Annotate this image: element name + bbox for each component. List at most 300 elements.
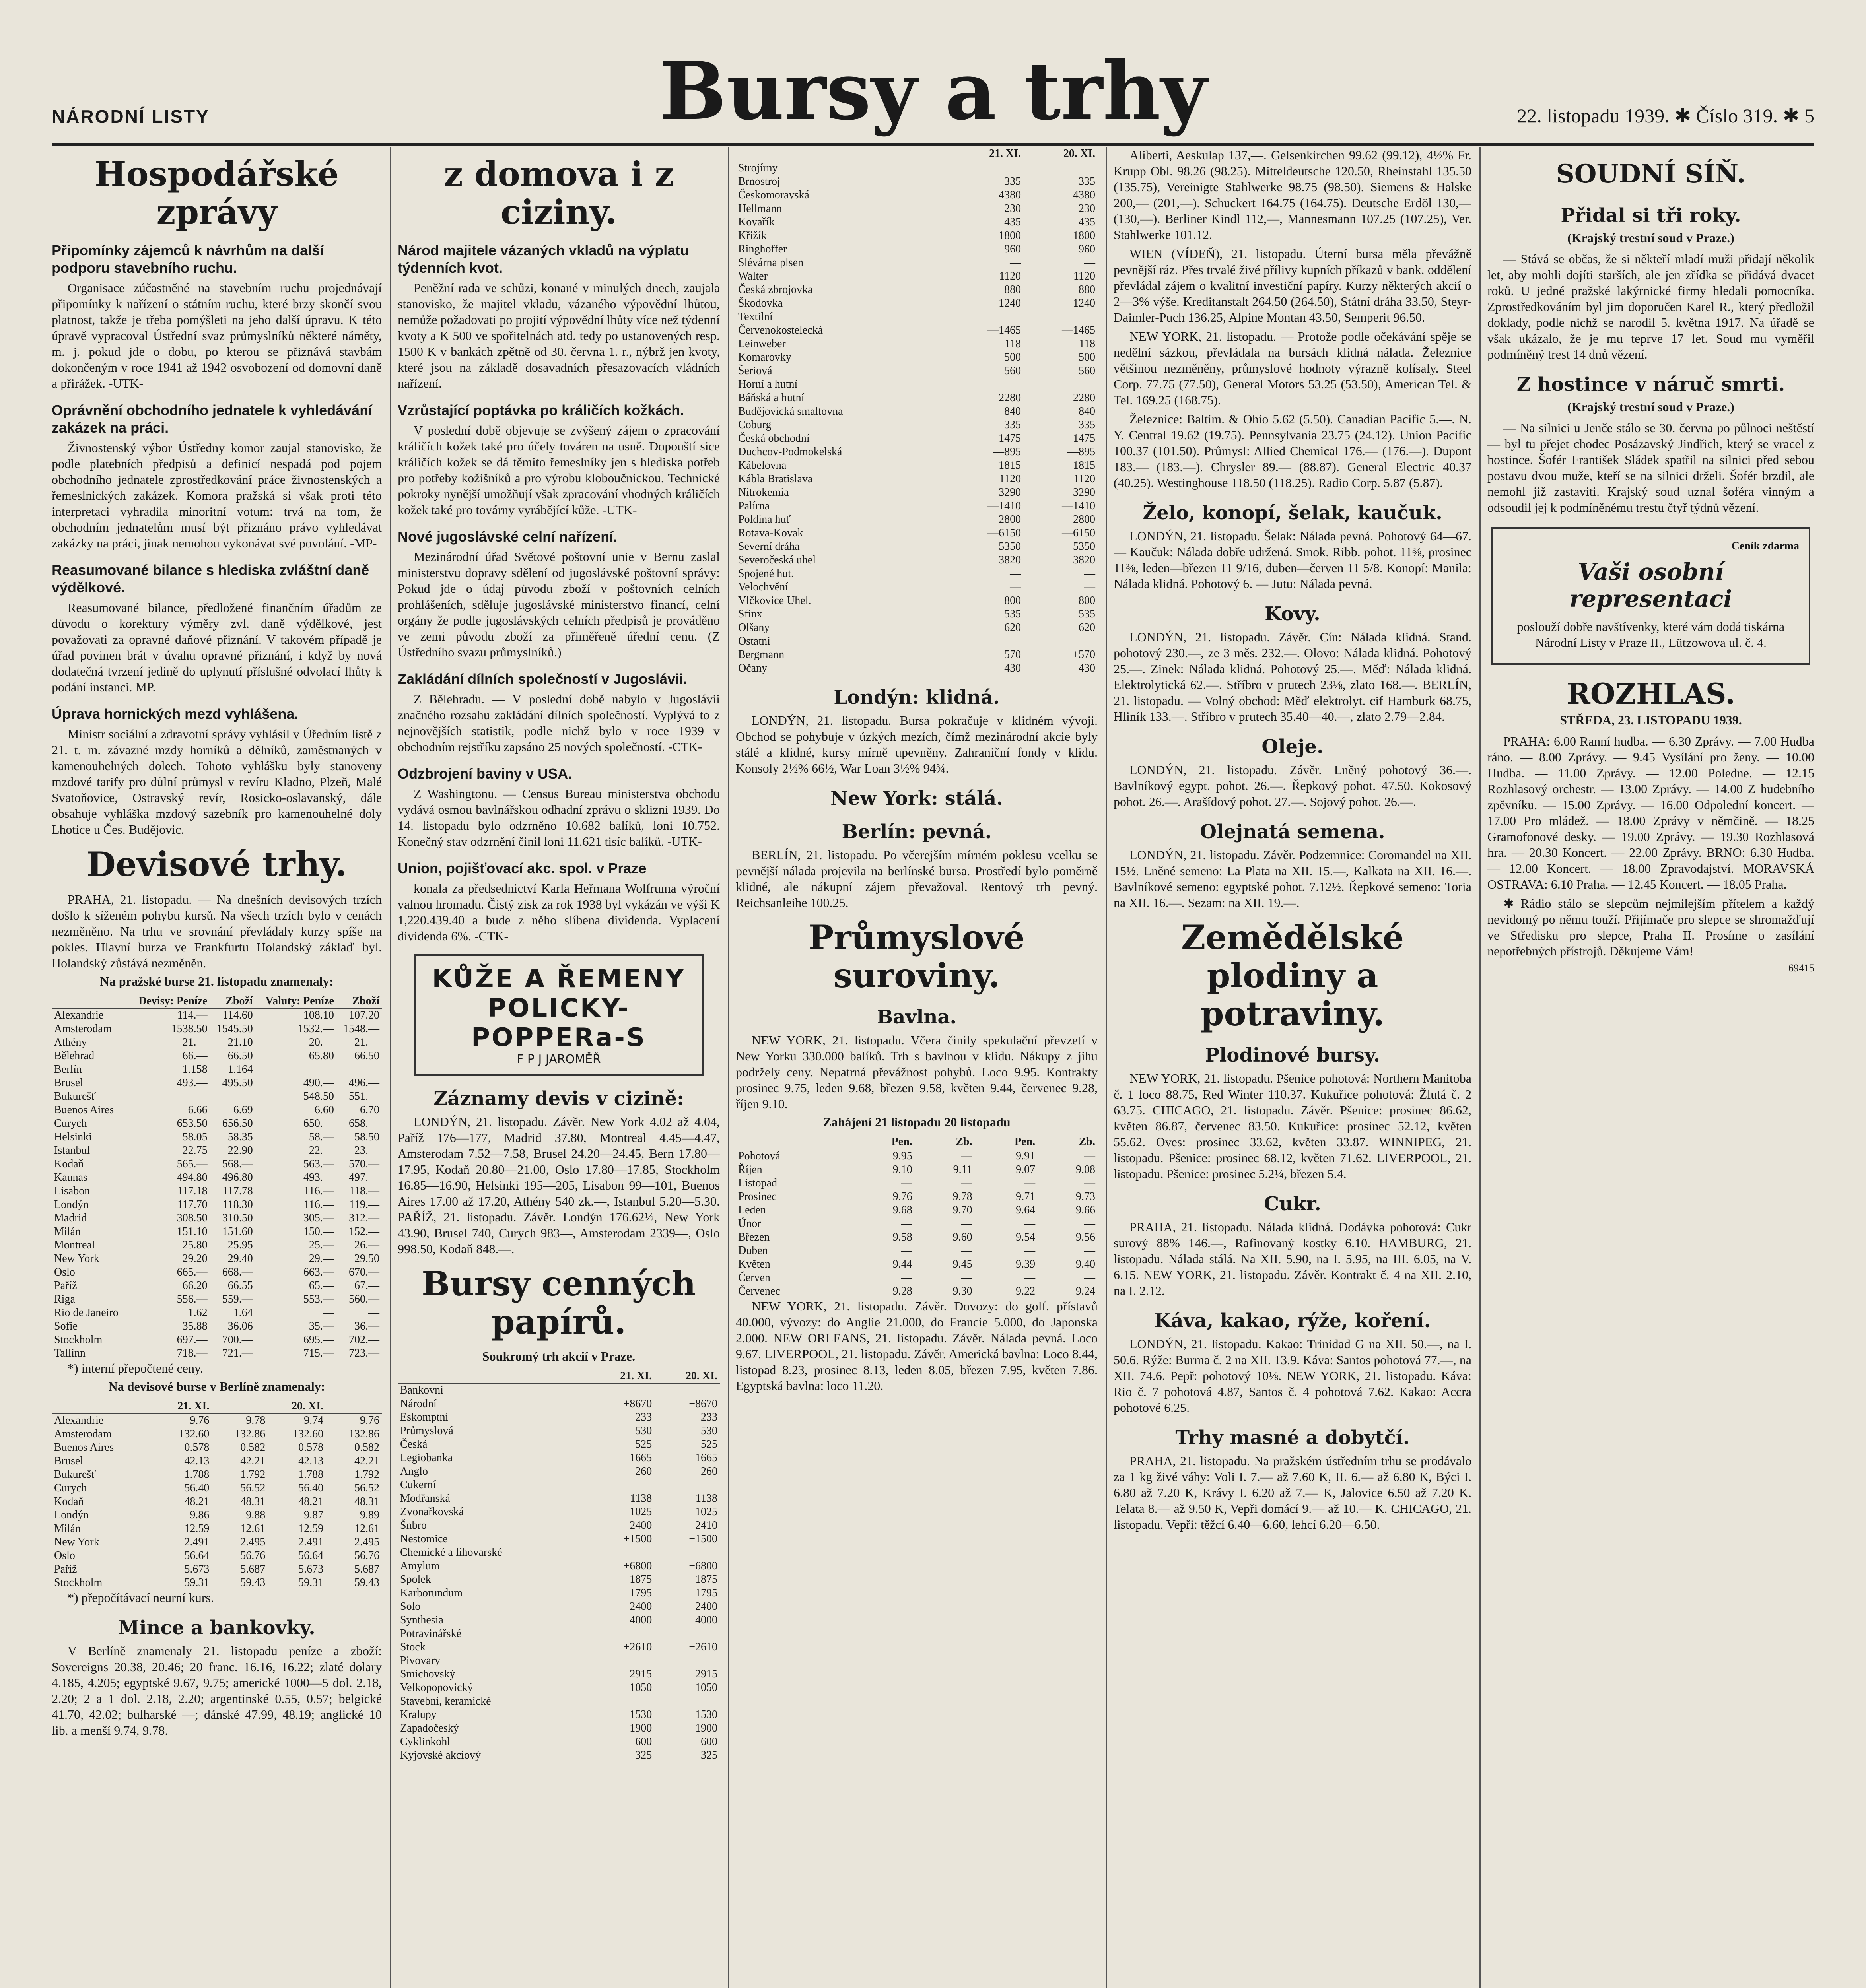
article-text: PRAHA, 21. listopadu. — Na dnešních devisových trzích došlo k síženém pohybu kursů. Na všech trzích bylo v cenách nezměněno. Na trhu ve srovnání převládaly kurzy spíše na pokles. Hlavní burza ve Frankfurtu Holandský záklaď byl. Holandský zůstává nezměněn. xyxy=(52,892,382,970)
newspaper-name: NÁRODNÍ LISTY xyxy=(52,106,210,127)
table-cell: Chemické a lihovarské xyxy=(400,1546,502,1559)
table-cell: 9.66 xyxy=(1076,1204,1095,1216)
table-cell: Kyjovské akciový xyxy=(400,1749,481,1761)
table-cell: 494.80 xyxy=(177,1171,208,1184)
table-cell: Montreal xyxy=(54,1239,95,1251)
table-cell: Coburg xyxy=(738,419,772,431)
table-cell: 840 xyxy=(1004,405,1021,417)
table-cell: 1138 xyxy=(630,1492,652,1505)
table-cell: 2800 xyxy=(999,513,1021,526)
table-cell: — xyxy=(901,1217,912,1230)
table-cell: 1120 xyxy=(1073,473,1095,485)
table-cell: 67.— xyxy=(354,1279,379,1292)
ad-line: KŮŽE A ŘEMENY xyxy=(432,964,686,994)
table-cell: 118.— xyxy=(349,1185,379,1197)
section-heading: z domova i z ciziny. xyxy=(444,154,674,232)
table-cell: 132.86 xyxy=(235,1428,266,1440)
table-header-row xyxy=(398,1369,720,1383)
table-cell: 42.13 xyxy=(184,1455,210,1467)
table-cell: 525 xyxy=(701,1438,717,1450)
table-cell: Brusel xyxy=(54,1077,84,1089)
article-text: V poslední době objevuje se zvýšený zájem o zpracování králičích kožek také pro účely továren na usně. Dopouští sice králičích kožek se dá těmito řemeslníky jen s hlediska potřeb pro potřeby kožišníků a pro výrobu kloboučnickou. Technické pokroky nynější umožňují však zpracování vhodných králičích kožek také pro továrny vyrábějící kůže. -UTK- xyxy=(398,423,720,517)
table-row xyxy=(736,1217,1098,1231)
table-row xyxy=(52,1576,382,1590)
table-row xyxy=(736,175,1098,188)
table-row xyxy=(52,1198,382,1211)
table-row xyxy=(736,608,1098,621)
table-cell: 5350 xyxy=(999,540,1021,553)
table-header-cell: Pen. xyxy=(975,1135,1038,1149)
table-cell: 335 xyxy=(1004,175,1021,188)
table-cell: 2280 xyxy=(1073,392,1095,404)
table-cell: 1120 xyxy=(999,473,1021,485)
column-2 xyxy=(398,147,720,1988)
table-cell: 2410 xyxy=(695,1519,717,1532)
table-cell: 1800 xyxy=(1073,229,1095,242)
table-cell: — xyxy=(1024,1272,1036,1284)
table-cell: 42.21 xyxy=(240,1455,266,1467)
table-cell: 66.20 xyxy=(182,1279,208,1292)
table-row xyxy=(736,256,1098,270)
table-cell: 59.31 xyxy=(184,1576,210,1589)
table-row xyxy=(736,567,1098,580)
table-cell: 559.— xyxy=(222,1293,253,1305)
table-row xyxy=(398,1708,720,1722)
table-row xyxy=(52,1468,382,1481)
table-cell: 1900 xyxy=(695,1722,717,1734)
table-cell: 9.76 xyxy=(360,1414,379,1427)
article-text: — Stává se občas, že si někteří mladí muži přidají několik let, aby mohli dojíti starších, ale jen zřídka se přidává dvacet roků. U jedné pražské lakýrnické firmy hledali pomocníka. Zprostředkováním byl jim doporučen Karel R., který předložil doklady, podle nichž se narodil 5. května 1917. Na úřadě se však ukázalo, že je mu teprve 17 let. Soud mu vyměřil podmíněný trest 14 dnů vězení. xyxy=(1487,252,1814,361)
table-cell: Pivovary xyxy=(400,1654,441,1667)
table-cell: Alexandrie xyxy=(54,1009,104,1021)
article-text: LONDÝN, 21. listopadu. Závěr. New York 4.02 až 4.04, Paříž 176—177, Madrid 37.80, Montreal 4.45—4.47, Amsterodam 7.52—7.58, Brusel 24.20—24.45, Bern 17.80—17.95, Kodaň 20.80—21.00, Oslo 17.80—17.85, Stockholm 16.85—16.90, Helsinki 195—205, Lisabon 99—101, Buenos Aires 17.00 až 17.20, Athény 540 zk.—, Istanbul 5.20—5.30. PAŘÍŽ, 21. listopadu. Závěr. Londýn 176.62½, New York 43.90, Brusel 740, Curych 983—, Amsterodam 2339—, Oslo 998.50, Kodaň 848.—. xyxy=(398,1114,720,1256)
table-cell xyxy=(654,1478,720,1492)
table-cell: 2.495 xyxy=(240,1536,266,1548)
table-cell: 4380 xyxy=(999,189,1021,201)
table-cell: Paříž xyxy=(54,1279,77,1292)
table-cell: 9.40 xyxy=(1076,1258,1095,1270)
table-cell: Stavební, keramické xyxy=(400,1695,491,1707)
table-cell: Stockholm xyxy=(54,1334,103,1346)
table-cell: 435 xyxy=(1004,216,1021,228)
table-row xyxy=(398,1532,720,1546)
table-cell: 0.578 xyxy=(298,1441,324,1454)
table-cell xyxy=(589,1478,654,1492)
table-cell: Červenokostelecká xyxy=(738,324,823,336)
table-cell: Walter xyxy=(738,270,768,282)
table-cell: 800 xyxy=(1004,594,1021,607)
section-heading: SOUDNÍ SÍŇ. xyxy=(1556,159,1746,189)
table-cell: 1.62 xyxy=(188,1307,208,1319)
table-row xyxy=(736,202,1098,215)
table-cell: 25.— xyxy=(309,1239,334,1251)
table-cell: 435 xyxy=(1079,216,1095,228)
table-row xyxy=(736,513,1098,526)
table-cell: 9.73 xyxy=(1076,1190,1095,1203)
table-cell: 9.78 xyxy=(246,1414,266,1427)
table-row xyxy=(736,215,1098,229)
table-row xyxy=(736,499,1098,513)
table-cell: 1545.50 xyxy=(216,1023,253,1035)
table-row xyxy=(52,1306,382,1320)
table-cell: 1530 xyxy=(695,1708,717,1721)
table-row xyxy=(52,1144,382,1157)
table-cell: — xyxy=(1024,1244,1036,1257)
table-cell: 1532.— xyxy=(297,1023,334,1035)
table-cell: Brusel xyxy=(54,1455,84,1467)
table-cell: Horní a hutní xyxy=(738,378,798,390)
article-text: — Na silnici u Jenče stálo se 30. června po půlnoci neštěstí — byl tu přejet chodec Posázavský Jindřich, který se vracel z hostince. Šofér František Sládek spatřil na silnici před sebou postavu dvou muže, kteří se na silnici drželi. Šofér brzdil, ale nemohl již zastaviti. Krajský soud uznal šoféra vinným a odsoudil jej k podmíněnému trestu čtyř týdnů vězení. xyxy=(1487,421,1814,514)
table-cell: 665.— xyxy=(177,1266,208,1278)
table-cell: Milán xyxy=(54,1522,81,1535)
table-cell: Hellmann xyxy=(738,202,782,215)
table-cell: 493.— xyxy=(303,1171,334,1184)
table-cell: 600 xyxy=(635,1736,652,1748)
table-cell: Sofie xyxy=(54,1320,78,1332)
table-cell: — xyxy=(961,1272,972,1284)
table-cell: 656.50 xyxy=(222,1117,253,1130)
table-cell: Duben xyxy=(738,1244,768,1257)
table-row xyxy=(52,1063,382,1076)
table-cell: 668.— xyxy=(222,1266,253,1278)
table-cell: 59.31 xyxy=(298,1576,324,1589)
table-row xyxy=(736,621,1098,635)
table-cell: — xyxy=(196,1090,208,1103)
stock-table xyxy=(398,1369,720,1762)
page-code: 69415 xyxy=(1788,962,1814,974)
table-cell: 9.10 xyxy=(892,1163,912,1176)
table-row xyxy=(736,1258,1098,1271)
table-cell: 3290 xyxy=(1073,486,1095,499)
article-text: LONDÝN, 21. listopadu. Závěr. Podzemnice: Coromandel na XII. 15½. Lněné semeno: La Plata na XII. 15.—, Kalkata na XII. 16.—. Bavlníkové semeno: egyptské pohot. 7.12½. Řepkové semeno: Toria na XII. 16.—. Sezam: na XII. 19.—. xyxy=(1114,848,1471,910)
table-cell: 132.60 xyxy=(179,1428,210,1440)
article-title: Úprava hornických mezd vyhlášena. xyxy=(52,706,299,722)
table-cell: 1240 xyxy=(999,297,1021,309)
table-cell: 312.— xyxy=(349,1212,379,1224)
table-row xyxy=(736,161,1098,175)
table-row xyxy=(398,1573,720,1586)
table-cell: Curych xyxy=(54,1482,87,1494)
table-cell: 4380 xyxy=(1073,189,1095,201)
table-cell: — xyxy=(1084,581,1095,593)
table-row xyxy=(52,1481,382,1495)
table-row xyxy=(736,445,1098,459)
table-cell: 25.80 xyxy=(182,1239,208,1251)
table-cell: 58.50 xyxy=(354,1131,379,1143)
table-cell: Červen xyxy=(738,1272,770,1284)
table-cell: Lisabon xyxy=(54,1185,90,1197)
table-cell: 9.64 xyxy=(1016,1204,1036,1216)
table-cell: 25.95 xyxy=(227,1239,253,1251)
table-cell: 3820 xyxy=(1073,554,1095,566)
table-cell: Velkopopovický xyxy=(400,1681,473,1694)
table-cell: Prosinec xyxy=(738,1190,777,1203)
table-cell: Anglo xyxy=(400,1465,428,1477)
table-row xyxy=(398,1451,720,1465)
table-row xyxy=(52,1427,382,1441)
table-cell: 500 xyxy=(1079,351,1095,363)
table-cell: — xyxy=(961,1177,972,1189)
article-text: Z Bělehradu. — V poslední době nabylo v Jugoslávii značného rozsahu zakládání dílních společností. Vyplývá to z nejnovějších statistik, podle nichž bylo v roce 1939 v obchodním rejstříku zapsáno 25 nových společností. -CTK- xyxy=(398,692,720,754)
table-cell: 2915 xyxy=(695,1668,717,1680)
table-cell: Eskomptní xyxy=(400,1411,449,1423)
article-text: Železnice: Baltim. & Ohio 5.62 (5.50). Canadian Pacific 5.—. N. Y. Central 19.62 (19.75). Pennsylvania 23.75 (24.12). Union Pacific 100.37 (101.50). Průmysl: Allied Chemical 176.— (176.—). Dupont 183.— (183.—). Chrysler 89.— (88.87). General Electric 40.37 (40.25). Westinghouse 118.50 (118.25). Radio Corp. 5.87 (5.87). xyxy=(1114,412,1471,490)
table-cell: Istanbul xyxy=(54,1144,90,1157)
table-row xyxy=(52,1157,382,1171)
table-cell: 5.673 xyxy=(298,1563,324,1575)
table-cell: Spolek xyxy=(400,1573,431,1586)
table-cell xyxy=(654,1654,720,1668)
table-cell: Solo xyxy=(400,1600,421,1613)
article-title: New York: stálá. xyxy=(830,787,1003,810)
table-cell: Únor xyxy=(738,1217,761,1230)
table-cell: — xyxy=(961,1217,972,1230)
table-cell: Červenec xyxy=(738,1285,780,1297)
table-cell: 233 xyxy=(635,1411,652,1423)
table-cell: 1.788 xyxy=(298,1468,324,1481)
article-title: Nové jugoslávské celní nařízení. xyxy=(398,528,618,545)
table-cell: 1665 xyxy=(695,1452,717,1464)
table-row xyxy=(398,1722,720,1735)
table-cell: Amylum xyxy=(400,1560,440,1572)
table-cell: Šnbro xyxy=(400,1519,427,1532)
table-row xyxy=(736,188,1098,202)
table-cell: 56.52 xyxy=(354,1482,379,1494)
table-cell: Amsterodam xyxy=(54,1023,112,1035)
table-cell: 114.60 xyxy=(222,1009,253,1021)
column-1 xyxy=(52,147,382,1988)
table-cell: — xyxy=(368,1307,379,1319)
table-cell: 553.— xyxy=(303,1293,334,1305)
ad-line: F P J JAROMĚŘ xyxy=(517,1052,601,1066)
table-cell xyxy=(949,161,1023,175)
table-header-cell xyxy=(52,1400,154,1413)
masthead xyxy=(52,45,1814,146)
table-cell: 9.71 xyxy=(1016,1190,1036,1203)
table-cell: 9.87 xyxy=(304,1509,324,1521)
table-cell: Říjen xyxy=(738,1163,762,1176)
berlin-devisy-table xyxy=(52,1400,382,1590)
table-row xyxy=(52,1333,382,1347)
table-cell: 9.76 xyxy=(892,1190,912,1203)
table-cell: Zvonařkovská xyxy=(400,1506,464,1518)
table-cell: 663.— xyxy=(303,1266,334,1278)
table-cell: Alexandrie xyxy=(54,1414,104,1427)
article-text: NEW YORK, 21. listopadu. — Protože podle očekávání spěje se nedělní sázkou, převládala na bursách klidná nálada. Železnice většinou nezměněny, průmyslové hodnoty výrazně kolísaly. Steel Corp. 77.75 (77.50), General Motors 53.25 (53.50), American Tel. & Tel. 169.25 (168.75). xyxy=(1114,329,1471,407)
table-cell xyxy=(589,1654,654,1668)
table-cell: 22.90 xyxy=(227,1144,253,1157)
table-cell: 563.— xyxy=(303,1158,334,1170)
table-row xyxy=(52,1279,382,1293)
table-cell: 335 xyxy=(1004,419,1021,431)
article-text: BERLÍN, 21. listopadu. Po včerejším mírném poklesu vcelku se pevnější nálada projevila na berlínské bursa. Prostředí bylo poměrně klidné, ale nákupní zájem převažoval. Rentový trh pevný. Reichsanleihe 100.25. xyxy=(736,848,1098,910)
table-cell: — xyxy=(1084,1272,1095,1284)
table-cell: 114.— xyxy=(177,1009,208,1021)
table-cell: 5.687 xyxy=(240,1563,266,1575)
table-cell: 9.08 xyxy=(1076,1163,1095,1176)
table-cell: Kábelovna xyxy=(738,459,787,472)
article-title: Připomínky zájemců k návrhům na další podporu stavebního ruchu. xyxy=(52,242,324,276)
table-cell: 3820 xyxy=(999,554,1021,566)
table-cell: 59.43 xyxy=(354,1576,379,1589)
table-cell: 1530 xyxy=(630,1708,652,1721)
table-row xyxy=(52,1495,382,1508)
table-cell: — xyxy=(1024,1217,1036,1230)
table-row xyxy=(398,1492,720,1505)
table-cell: 23.— xyxy=(354,1144,379,1157)
table-cell: 108.10 xyxy=(303,1009,334,1021)
table-cell: —6150 xyxy=(1062,527,1095,539)
table-row xyxy=(52,1036,382,1049)
table-cell: +570 xyxy=(998,648,1021,661)
table-cell: 132.86 xyxy=(349,1428,379,1440)
table-row xyxy=(398,1519,720,1532)
article-title: Vzrůstající poptávka po králičích kožkách. xyxy=(398,402,684,418)
table-row xyxy=(736,472,1098,486)
rozhlas-program: PRAHA: 6.00 Ranní hudba. — 6.30 Zprávy. — 7.00 Hudba ráno. — 8.00 Zprávy. — 9.45 Vysílání pro ženy. — 10.00 Hudba. — 11.00 Zprávy. — 12.00 Poledne. — 12.15 Rozhlasový orchestr. — 13.00 Zprávy. — 14.00 Z hudebního zpěvníku. — 15.00 Zprávy. — 16.00 Odpolední koncert. — 17.00 Pro mládež. — 18.00 Zprávy v němčině. — 18.25 Gramofonové desky. — 19.00 Zprávy. — 19.30 Rozhlasová hra. — 20.30 Koncert. — 22.00 Zprávy. BRNO: 6.30 Hudba. — 12.00 Koncert. — 18.00 Zpravodajství. MORAVSKÁ OSTRAVA: 6.10 Praha. — 12.45 Koncert. — 18.05 Praha. xyxy=(1487,734,1814,891)
table-cell xyxy=(654,1546,720,1559)
table-cell: 42.21 xyxy=(354,1455,379,1467)
table-cell: —1410 xyxy=(1062,500,1095,512)
table-row xyxy=(736,364,1098,378)
table-cell: Spojené hut. xyxy=(738,567,794,580)
table-header-cell xyxy=(212,1400,268,1413)
article-title: Želo, konopí, šelak, kaučuk. xyxy=(1143,502,1442,524)
table-cell: 66.50 xyxy=(227,1050,253,1062)
column-5 xyxy=(1487,147,1814,1988)
table-cell: +6800 xyxy=(689,1560,717,1572)
table-cell: 48.21 xyxy=(184,1495,210,1508)
table-cell: 150.— xyxy=(303,1225,334,1238)
table-cell: —1410 xyxy=(987,500,1021,512)
table-cell: Česká obchodní xyxy=(738,432,810,445)
table-cell: Rio de Janeiro xyxy=(54,1307,119,1319)
article-text: PRAHA, 21. listopadu. Na pražském ústředním trhu se prodávalo za 1 kg živé váhy: Voli I. 7.— až 7.60 K, II. 6.— až 6.80 K, Býci I. 6.80 až 7.20 K, Krávy I. 6.20 až 7.— K, Jalovice 6.50 až 7.20 K. Telata 8.— až 9.50 K, Vepři domácí 9.— až 10.— K. CHICAGO, 21. listopadu. Vepři: těžcí 6.40—6.60, lehcí 6.20—6.50. xyxy=(1114,1454,1471,1532)
table-cell: Škodovka xyxy=(738,297,783,309)
ad-title: Vaši osobní representaci xyxy=(1569,558,1732,612)
table-row xyxy=(52,1252,382,1266)
table-cell: — xyxy=(1024,1177,1036,1189)
table-cell: 117.70 xyxy=(177,1198,208,1211)
table-cell: Severočeská uhel xyxy=(738,554,816,566)
table-cell: 117.78 xyxy=(222,1185,253,1197)
table-cell: 230 xyxy=(1079,202,1095,215)
table-cell: 56.76 xyxy=(240,1549,266,1562)
table-cell: 560 xyxy=(1004,365,1021,377)
table-cell: — xyxy=(1010,256,1021,269)
table-cell xyxy=(589,1546,654,1559)
table-cell: 551.— xyxy=(349,1090,379,1103)
table-cell: Nestomice xyxy=(400,1533,448,1545)
table-cell: 56.64 xyxy=(184,1549,210,1562)
table-cell xyxy=(1023,161,1098,175)
table-cell: —895 xyxy=(1067,446,1095,458)
table-header-cell: Zb. xyxy=(1038,1135,1098,1149)
table-row xyxy=(736,594,1098,608)
article-title: Cukr. xyxy=(1264,1193,1321,1215)
table-cell xyxy=(1023,378,1098,391)
table-row xyxy=(398,1749,720,1762)
table-cell: — xyxy=(1084,1244,1095,1257)
table-cell: 48.21 xyxy=(298,1495,324,1508)
table-cell: 6.60 xyxy=(314,1104,334,1116)
table-header-cell xyxy=(52,994,128,1008)
table-row xyxy=(52,1441,382,1454)
table-row xyxy=(398,1586,720,1600)
table-cell: 430 xyxy=(1004,662,1021,674)
table-cell: 260 xyxy=(635,1465,652,1477)
table-cell: Helsinki xyxy=(54,1131,92,1143)
article-title: Přidal si tři roky. xyxy=(1561,204,1741,227)
article-subtitle: (Krajský trestní soud v Praze.) xyxy=(1567,231,1734,245)
table-row xyxy=(52,1049,382,1063)
advertisement-box xyxy=(1491,527,1810,665)
table-cell: 308.50 xyxy=(177,1212,208,1224)
table-cell: 9.91 xyxy=(1016,1150,1036,1162)
table-cell: Kralupy xyxy=(400,1708,437,1721)
table-cell: 6.66 xyxy=(188,1104,208,1116)
table-cell: 9.44 xyxy=(892,1258,912,1270)
table-header-cell: Zboží xyxy=(336,994,382,1008)
table-cell: 2280 xyxy=(999,392,1021,404)
table-cell: 9.86 xyxy=(190,1509,210,1521)
table-row xyxy=(736,229,1098,243)
article-title: Národ majitele vázaných vkladů na výplatu týdenních kvot. xyxy=(398,242,689,276)
table-cell: —6150 xyxy=(987,527,1021,539)
table-header-row xyxy=(736,147,1098,161)
table-cell: 66.55 xyxy=(227,1279,253,1292)
table-cell: +8670 xyxy=(689,1398,717,1410)
table-cell: 9.07 xyxy=(1016,1163,1036,1176)
table-row xyxy=(52,1008,382,1022)
table-cell: 117.18 xyxy=(177,1185,208,1197)
table-cell: 1240 xyxy=(1073,297,1095,309)
table-cell: 9.24 xyxy=(1076,1285,1095,1297)
table-cell: 1120 xyxy=(999,270,1021,282)
table-row xyxy=(736,432,1098,445)
table-row xyxy=(398,1627,720,1640)
table-cell: 5.687 xyxy=(354,1563,379,1575)
table-cell: 430 xyxy=(1079,662,1095,674)
table-row xyxy=(52,1211,382,1225)
table-cell: 565.— xyxy=(177,1158,208,1170)
table-cell: 35.88 xyxy=(182,1320,208,1332)
advertisement xyxy=(414,954,704,1076)
table-cell: Riga xyxy=(54,1293,75,1305)
table-cell: 1548.— xyxy=(343,1023,379,1035)
table-cell xyxy=(589,1627,654,1640)
table-cell: 1665 xyxy=(630,1452,652,1464)
table-row xyxy=(736,540,1098,553)
table-cell: 697.— xyxy=(177,1334,208,1346)
article-text: NEW YORK, 21. listopadu. Závěr. Dovozy: do golf. přístavů 40.000, vývozy: do Anglie 21.000, do Francie 5.000, do Japonska 2.000. NEW ORLEANS, 21. listopadu. Závěr. Nálada pevná. Loco 9.67. LIVERPOOL, 21. listopadu. Závěr. Americká bavlna: Loco 8.44, listopad 8.23, prosinec 8.13, leden 8.05, březen 7.95, květen 7.86. Egyptská bavlna: loco 11.20. xyxy=(736,1299,1098,1393)
table-row xyxy=(52,1171,382,1184)
article-text: ✱ Rádio stálo se slepcům nejmilejším přítelem a každý nevidomý po němu touží. Přijímače pro slepce se shromažďují ve Středisku pro slepce, Praha II. Prosíme o zasílání nepotřebných přístrojů. Děkujeme Vám! xyxy=(1487,896,1814,958)
table-cell xyxy=(1023,635,1098,648)
column-rule xyxy=(390,147,391,1988)
table-cell: +2610 xyxy=(623,1641,652,1653)
article-text: Organisace zúčastněné na stavebním ruchu projednávají připomínky k nařízení o státním ruchu, které brzy skončí svou platnost, takže je třeba pomýšleti na jeho další úpravu. K této úpravě vypracoval Ústřední svaz průmyslníků některé náměty, m. j. pokud jde o dobu, po kterou se přiznává stavbám dokončeným v roce 1941 až 1942 osvobození od domovní daně a přirážek. -UTK- xyxy=(52,281,382,390)
table-row xyxy=(398,1411,720,1424)
table-cell: 1800 xyxy=(999,229,1021,242)
stock-table xyxy=(736,147,1098,675)
article-title: Berlín: pevná. xyxy=(842,821,992,843)
table-cell: +2610 xyxy=(689,1641,717,1653)
table-cell: 560 xyxy=(1079,365,1095,377)
table-cell: 151.10 xyxy=(177,1225,208,1238)
table-cell: 496.— xyxy=(349,1077,379,1089)
table-cell: 2915 xyxy=(630,1668,652,1680)
